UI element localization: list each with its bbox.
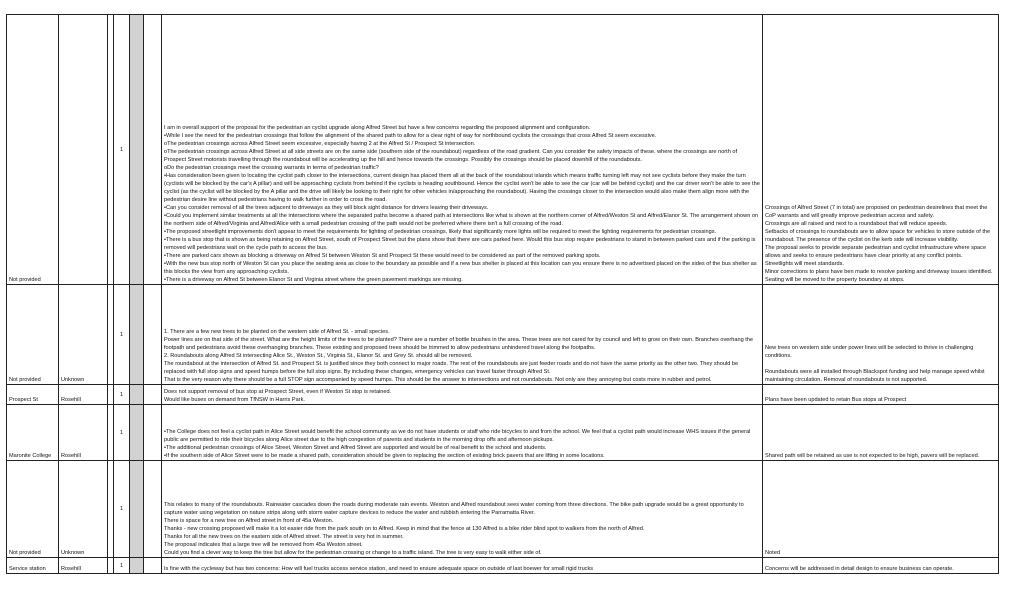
comment-line: •The proposed streetlight improvements don't appear to meet the requirements for lighting of pedestrian crossings, likely that significantly more lights will be required to meet the lighting requirements for pedestrian crossings. (164, 229, 717, 235)
comment-cell (162, 405, 763, 461)
comment-line: That is the very reason why there should be a full STOP sign accompanied by speed humps. This should be the answer to intersections and not roundabouts. Not only are they annoying but costs more in rubber and petrol. (164, 377, 712, 383)
comment-cell (162, 461, 763, 558)
shaded-cell (130, 461, 144, 558)
table-row (7, 385, 999, 405)
shaded-cell (130, 385, 144, 405)
comment-line: •Could you implement similar treatments at all the intersections where the separated paths become a shared path at intersections like what is shown at the northern corner of Alfred/Weston St and Alfred/Elanor St. The arrangement shown on the northern side of Alfred/Virginia and Alfred/Alice with a small pedestrian crossing of the path would not be preferred where there isn't a full crossing of the road. (164, 213, 759, 227)
shaded-cell (130, 15, 144, 285)
comment-line: •There is a driveway on Alfred St between Elanor St and Virginia street where the green pavement markings are missing. (164, 277, 463, 283)
comment-line: •There are parked cars shown as blocking a driveway on Alfred St between Weston St and Prospect St these would need to be considered as part of the removed parking spots. (164, 253, 601, 259)
table-row (7, 461, 999, 558)
comment-line: oDo the pedestrian crossings meet the crossing warrants in terms of pedestrian traffic? (164, 165, 379, 171)
spacer-cell (144, 461, 162, 558)
response-cell (763, 285, 999, 385)
submitter-cell: Not provided (7, 461, 59, 558)
response-line: Plans have been updated to retain Bus stops at Prospect (765, 397, 907, 403)
comment-line: Could you find a clever way to keep the tree but allow for the pedestrian crossing or change to a traffic island. The tree is very easy to walk either side of. (164, 550, 542, 556)
count-cell: 1 (114, 15, 130, 285)
comment-line: •The additional pedestrian crossings of Alice Street, Weston Street and Alfred Street are supported and would be of real benefit to the school and students. (164, 445, 547, 451)
response-line: Noted (765, 550, 780, 556)
comment-line: Would like buses on demand from TfNSW in Harris Park. (164, 397, 305, 403)
comment-cell (162, 285, 763, 385)
suburb-cell: Unknown (59, 461, 108, 558)
spacer-cell (144, 285, 162, 385)
response-line: Shared path will be retained as use is not expected to be high, pavers will be replaced. (765, 453, 980, 459)
comment-line: 2. Roundabouts along Alfred St intersecting Alice St., Weston St., Virginia St., Elanor St. and Grey St. should all be removed. (164, 353, 473, 359)
spacer-cell (144, 15, 162, 285)
table-row (7, 558, 999, 574)
submitter-cell: Prospect St (7, 385, 59, 405)
submitter-cell: Service station (7, 558, 59, 574)
suburb-cell: Rosehill (59, 385, 108, 405)
count-cell: 1 (114, 385, 130, 405)
spacer-cell (144, 405, 162, 461)
comment-line: •If the southern side of Alice Street were to be made a shared path, consideration should be given to replacing the section of existing brick pavers that are lifting in some locations. (164, 453, 605, 459)
comment-line: 1. There are a few new trees to be planted on the western side of Alfred St. - small species. (164, 329, 390, 335)
response-cell (763, 405, 999, 461)
comment-line: Power lines are on that side of the street. What are the height limits of the trees to be planted? There are a number of bottle brushes in the area. These trees are not cared for by council and left to grow on their own. Branches overhang the footpath and pedestrians avoid these overhanging branches. These existing and proposed trees should be trimmed to allow pedestrians unhindered travel along the footpaths. (164, 337, 754, 351)
comment-line: •While I see the need for the pedestrian crossings that follow the alignment of the shared path to allow for a clear right of way for northbound cyclists the crossings that cross Alfred St seem excessive. (164, 133, 657, 139)
response-line: Crossings of Alfred Street (7 in total) are proposed on pedestrian desirelines that meet the CoP warrants and will greatly improve pedestrian access and safety. (765, 205, 988, 219)
comment-line: Thanks - new crossing proposed will make it a lot easier ride from the park south on to Alfred. Keep in mind that the fence at 130 Alfred is a bike rider blind spot to walkers from the north of Alfred. (164, 526, 645, 532)
response-line: New trees on western side under power lines will be selected to thrive in challenging conditions. (765, 345, 974, 359)
response-line: Setbacks of crossings to roundabouts are to allow space for vehicles to store outside of the roundabout. The presence of the cyclist on the kerb side will increase visibility. (765, 229, 991, 243)
comment-line: The proposal indicates that a large tree will be removed from 45a Weston street. (164, 542, 363, 548)
comment-line: There is space for a new tree on Alfred street in front of 45a Weston. (164, 518, 334, 524)
response-line: Seating will be moved to the property boundary at stops. (765, 277, 905, 283)
count-cell: 1 (114, 558, 130, 574)
table-row (7, 285, 999, 385)
response-line (765, 360, 996, 368)
shaded-cell (130, 558, 144, 574)
submissions-table (6, 14, 999, 574)
suburb-cell: Rosehill (59, 558, 108, 574)
spacer-cell (144, 558, 162, 574)
spacer-cell (144, 385, 162, 405)
shaded-cell (130, 285, 144, 385)
submitter-cell: Not provided (7, 15, 59, 285)
response-line: Crossings are all raised and next to a roundabout that will reduce speeds. (765, 221, 948, 227)
table-row (7, 15, 999, 285)
comment-line: •Can you consider removal of all the trees adjacent to driveways as they will block sight distance for drivers leaving their driveways. (164, 205, 489, 211)
response-cell (763, 15, 999, 285)
response-line: Minor corrections to plans have ben made to resolve parking and driveway issues identified. (765, 269, 993, 275)
suburb-cell: Unknown (59, 285, 108, 385)
comment-line: Does not support removal of bus stop at Prospect Street, even if Weston St stop is retained. (164, 389, 392, 395)
response-cell (763, 461, 999, 558)
response-cell (763, 558, 999, 574)
comment-cell (162, 558, 763, 574)
count-cell: 1 (114, 461, 130, 558)
submitter-cell: Maronite College (7, 405, 59, 461)
suburb-cell (59, 15, 108, 285)
response-line: Concerns will be addressed in detail design to ensure business can operate. (765, 566, 954, 572)
count-cell: 1 (114, 405, 130, 461)
comment-line: •There is a bus stop that is shown as being retaining on Alfred Street, south of Prospect Street but the plans show that there are cars parked here. Would this bus stop require pedestrians to stand in between parked cars and if the parking is removed will pedestrians wait on the cycle path to access the bus. (164, 237, 756, 251)
comment-line: Is fine with the cycleway but has two concerns: How will fuel trucks access service station, and need to ensure adequate space on outside of last boewer for small rigid trucks (164, 566, 594, 572)
count-cell: 1 (114, 285, 130, 385)
submitter-cell: Not provided (7, 285, 59, 385)
comment-line: •Has consideration been given to locating the cyclist path closer to the intersections, current design has placed them all at the back of the roundabout islands which means traffic turning left may not see cyclists before they make the turn (cyclists will be blocked by the car's A pillar) and will be approaching cyclists from behind if the cyclists is heading southbound. Hence the cyclist won't be able to see the car (car will be behind cyclist) and the car driver won't be able to see the cyclist (as the cyclist will be blocked by the A pillar and the drive will likely be looking to their right for other vehicles in/approaching the roundabout). Having the crossings closer to the intersection would also make them align more with the pedestrian desire line without pedestrians having to walk further in order to cross the road. (164, 173, 760, 203)
suburb-cell: Rosehill (59, 405, 108, 461)
comment-line: oThe pedestrian crossings across Alfred Street at all side streets are on the same side (southern side of the roundabout) regardless of the road gradient. Can you consider the safety impacts of these. where the crossings are north of Prospect Street motorists travelling through the roundabout will be accelerating up the hill and hence towards the crossings. Possibly the crossings should be placed downhill of the roundabouts. (164, 149, 738, 163)
comment-line: •The College does not feel a cyclist path in Alice Street would benefit the school community as we do not have students or staff who ride bicycles to and from the school. We feel that a cyclist path would increase WHS issues if the general public are permitted to ride their bicycles along Alice street due to the high congestion of parents and students in the morning drop offs and afternoon pickups. (164, 429, 751, 443)
response-cell (763, 385, 999, 405)
response-line: The proposal seeks to provide separate pedestrian and cyclist infrastructure where space allows and seeks to ensure pedestrians have clear priority at any conflict points. (765, 245, 987, 259)
comment-line: I am in overall support of the proposal for the pedestrian an cyclist upgrade along Alfred Street but have a few concerns regarding the proposed alignment and configuration. (164, 125, 591, 131)
comment-line: This relates to many of the roundabouts. Rainwater cascades down the roads during moderate rain events. Weston and Alfred roundabout sees water coming from three directions. The bike path upgrade would be a great opportunity to capture water using vegetation on nature strips along with storm water capture devices to reduce the water and rubbish entering the Parramatta River. (164, 502, 744, 516)
comment-cell (162, 385, 763, 405)
shaded-cell (130, 405, 144, 461)
comment-line: The roundabout at the intersection of Alfred St. and Prospect St. is justified since they both connect to major roads. The rest of the roundabouts are just feeder roads and do not have the same priority as the other two. They should be replaced with full stop signs and speed humps before the full stop signs. By including these changes, emergency vehicles can travel faster through Alfred St. (164, 361, 739, 375)
comment-line: oThe pedestrian crossings across Alfred Street seem excessive, especially having 2 at the Alfred St / Prospect St intersection. (164, 141, 476, 147)
table-row (7, 405, 999, 461)
comment-line: •With the new bus stop north of Weston St can you place the seating area as close to the boundary as possible and if a new bus shelter is placed at this location can you ensure there is no advertised placed on the sides of the bus shelter as this blocks the view from any approaching cyclists. (164, 261, 757, 275)
response-line: Streetlights will meet standards. (765, 261, 844, 267)
comment-line: Thanks for all the new trees on the eastern side of Alfred street. The street is very hot in summer. (164, 534, 404, 540)
response-line: Roundabouts were all installed through Blackspot funding and help manage speed whilst maintaining circulation. Removal of roundabouts is not supported. (765, 369, 985, 383)
comment-cell (162, 15, 763, 285)
